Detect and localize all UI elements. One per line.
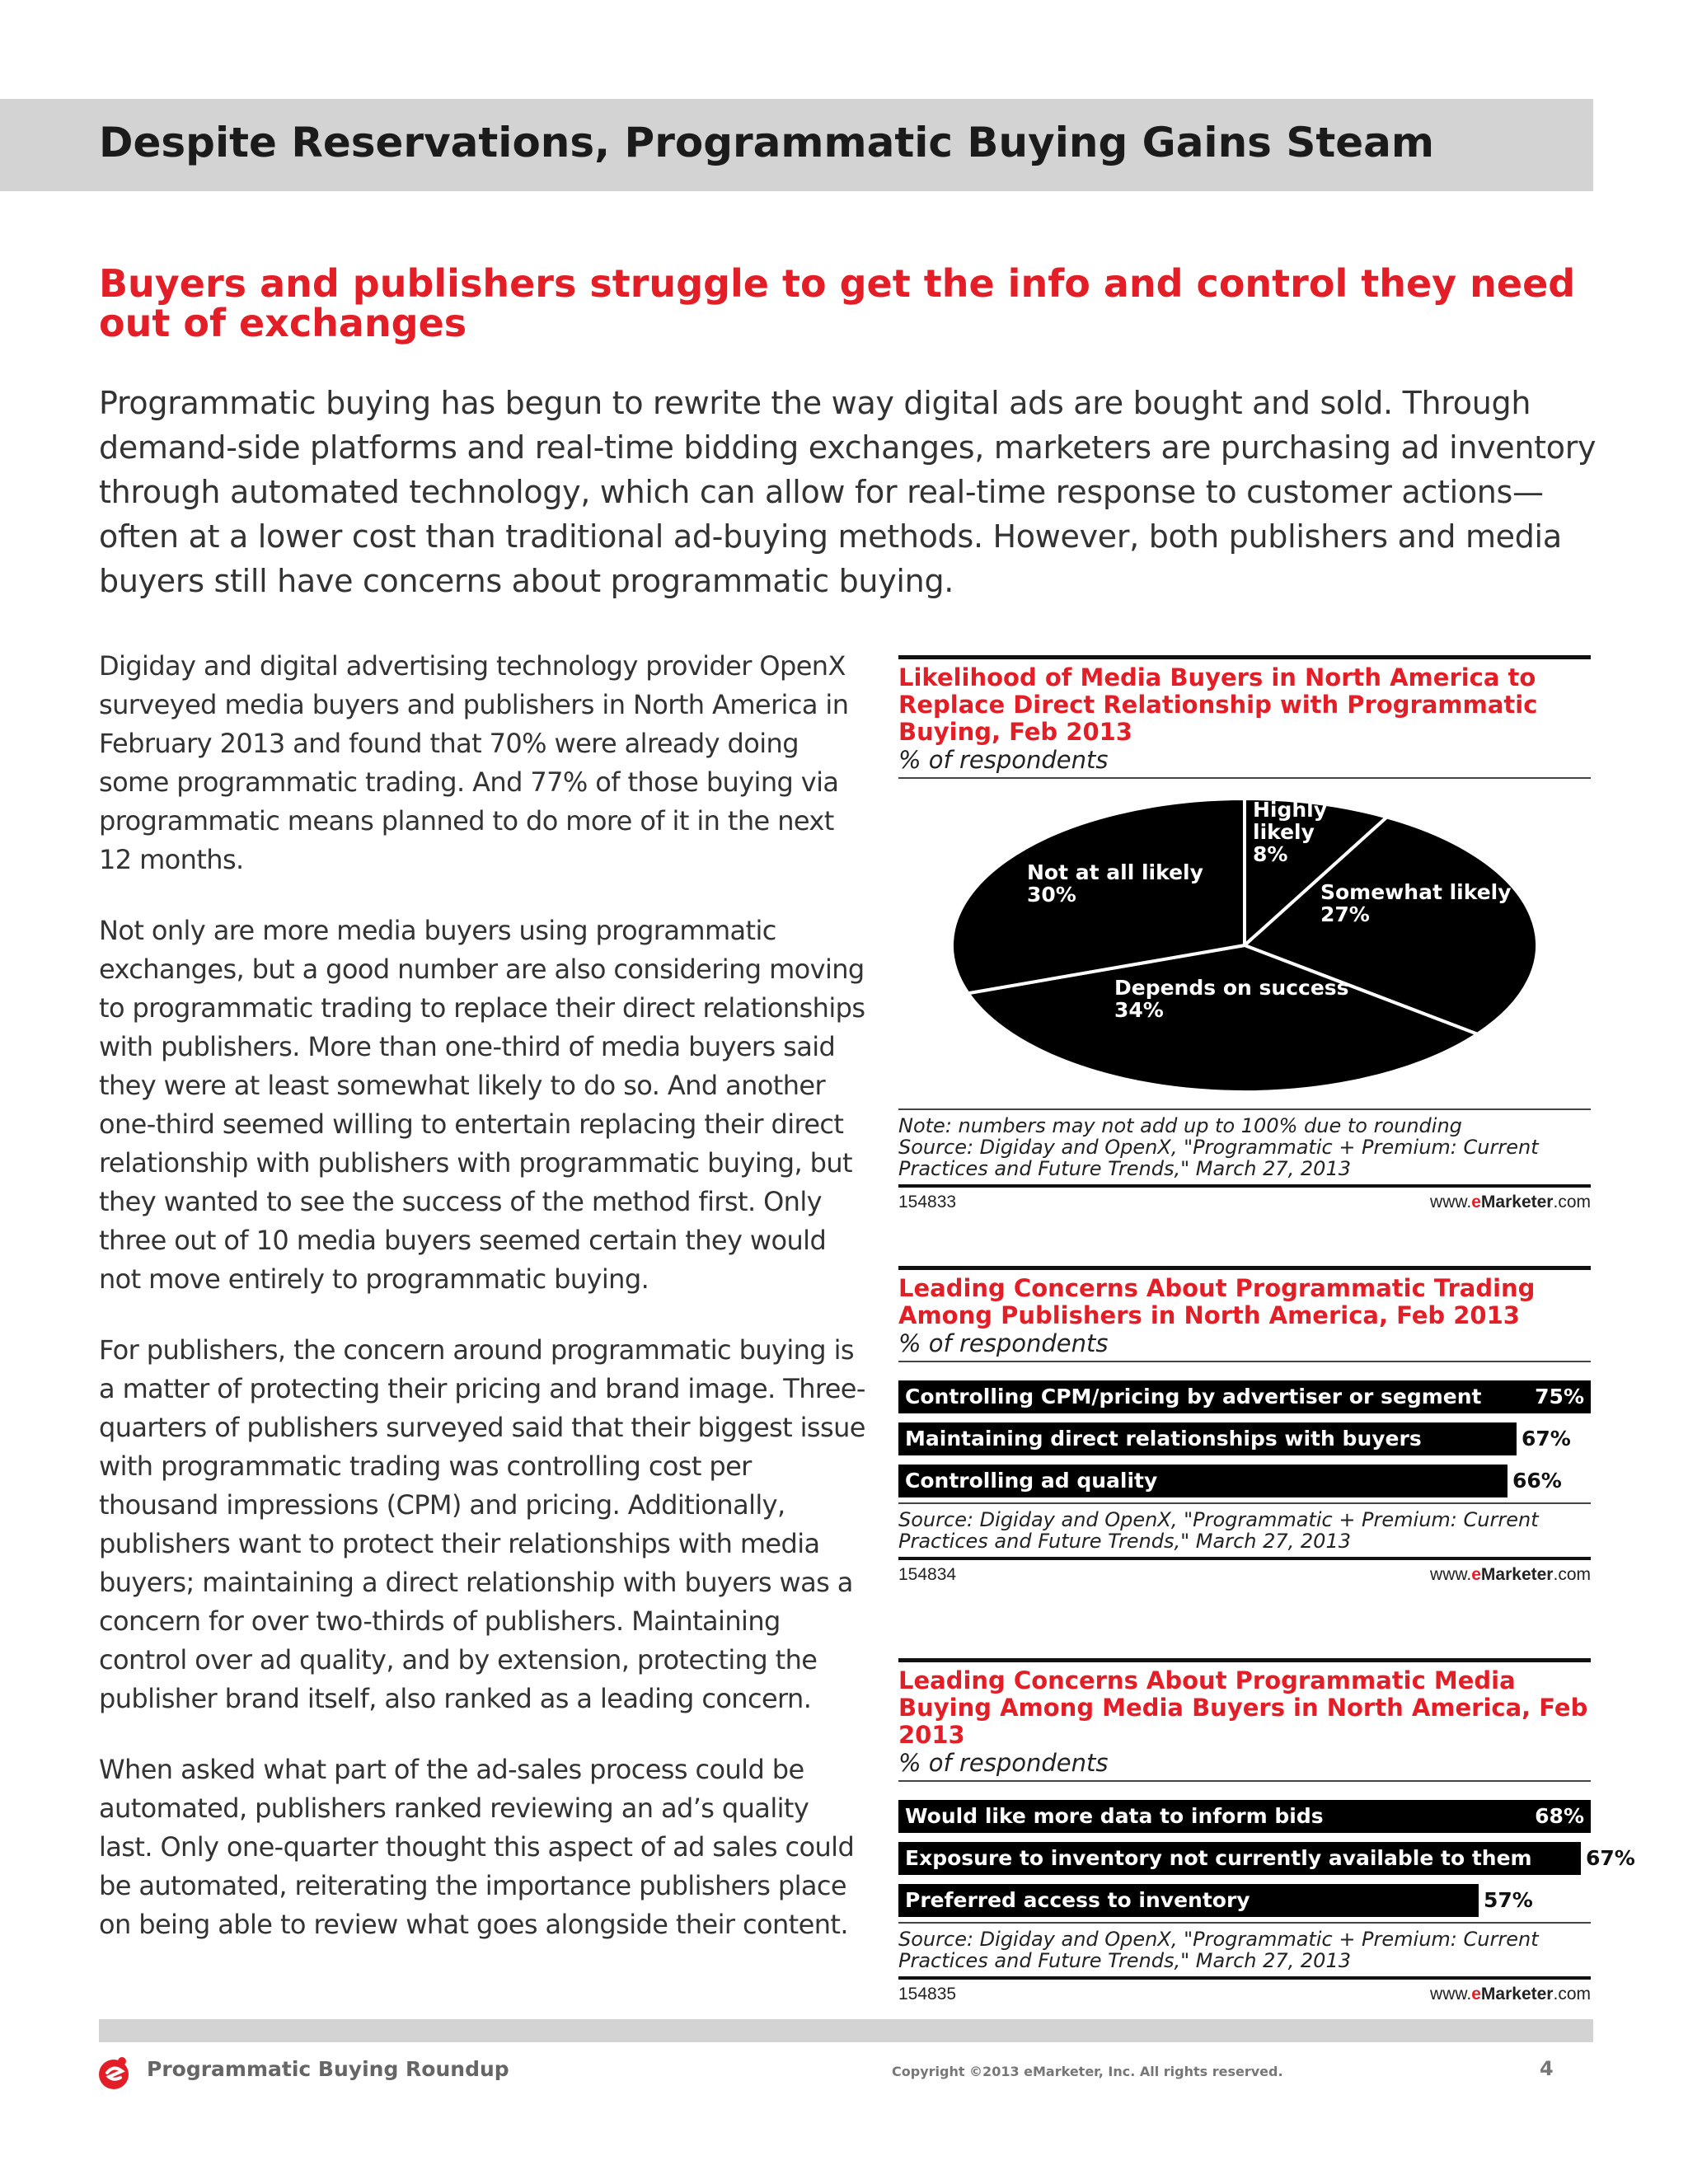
- chart-notes: [898, 1924, 1591, 1976]
- chart-footer: [898, 1188, 1591, 1212]
- chart-id: 154833: [898, 1193, 957, 1212]
- brand-name: Marketer: [1480, 1193, 1554, 1212]
- emarketer-link[interactable]: [1430, 1565, 1591, 1585]
- chart-subtitle: % of respondents: [898, 1329, 1591, 1362]
- bar-label: Controlling ad quality: [905, 1469, 1158, 1493]
- page-title: Despite Reservations, Programmatic Buying Gains Steam: [99, 119, 1434, 166]
- bar-row: [898, 1884, 1591, 1917]
- footer-title: Programmatic Buying Roundup: [147, 2057, 509, 2081]
- chart-notes: [898, 1504, 1591, 1557]
- bar-value-label: 75%: [1535, 1385, 1584, 1408]
- intro-paragraph: Programmatic buying has begun to rewrite the way digital ads are bought and sold. Through demand-side platforms and real-time bidding exchanges, marketers are purchasing ad inventory through automated technology, which can allow for real-time response to customer actions—often at a lower cost than traditional ad-buying methods. However, both publishers and media buyers still have concerns about programmatic buying.: [99, 385, 1597, 599]
- buyer-concerns-chart: [898, 1658, 1635, 2004]
- bar-value-label: 67%: [1522, 1427, 1571, 1451]
- pie-slice-value: 8%: [1253, 842, 1288, 866]
- body-paragraph: Not only are more media buyers using programmatic exchanges, but a good number are also considering moving to programmatic trading to replace their direct relationships with publishers. More than one-third of media buyers said they were at least somewhat likely to do so. And another one-third seemed willing to entertain replacing their direct relationship with publishers with programmatic buying, but they wanted to see the success of the method first. Only three out of 10 media buyers seemed certain they would not move entirely to programmatic buying.: [99, 915, 865, 1295]
- body-column: [99, 647, 865, 1976]
- brand-e: e: [1471, 1193, 1481, 1212]
- pie-slice-value: 34%: [1114, 998, 1164, 1022]
- chart-source: Source: Digiday and OpenX, "Programmatic + Premium: Current Practices and Future Trends," March 27, 2013: [898, 1508, 1539, 1553]
- chart-source: Source: Digiday and OpenX, "Programmatic + Premium: Current Practices and Future Trends," March 27, 2013: [898, 1136, 1539, 1180]
- pie-slice-name: Highly likely: [1253, 798, 1328, 844]
- chart-footer: [898, 1560, 1591, 1585]
- pie-slice-name: Depends on success: [1114, 976, 1349, 1000]
- chart-subtitle: % of respondents: [898, 1749, 1591, 1782]
- chart-id: 154834: [898, 1565, 957, 1584]
- bar-label: Preferred access to inventory: [905, 1888, 1250, 1912]
- chart-notes: [898, 1110, 1591, 1184]
- bar-label: Would like more data to inform bids: [905, 1804, 1324, 1828]
- bar-value-label: 68%: [1535, 1804, 1584, 1828]
- bar-row: [898, 1465, 1591, 1497]
- brand-suffix: .com: [1553, 1565, 1591, 1584]
- bar-row: [898, 1380, 1591, 1413]
- bar-row: [898, 1422, 1591, 1455]
- pie-slice-label: [1114, 977, 1349, 1021]
- brand-name: Marketer: [1480, 1565, 1554, 1584]
- bar-value-label: 67%: [1586, 1846, 1635, 1870]
- chart-source: Source: Digiday and OpenX, "Programmatic + Premium: Current Practices and Future Trends," March 27, 2013: [898, 1928, 1539, 1972]
- body-paragraph: When asked what part of the ad-sales process could be automated, publishers ranked reviewing an ad’s quality last. Only one-quarter thought this aspect of ad sales could be automated, reiterating the importance publishers place on being able to review what goes alongside their content.: [99, 1754, 855, 1940]
- pie-slice-value: 27%: [1320, 902, 1370, 926]
- brand-prefix: www.: [1430, 1565, 1472, 1584]
- emarketer-link[interactable]: [1430, 1985, 1591, 2004]
- bar-row: [898, 1842, 1635, 1875]
- pie-slice-label: [1253, 799, 1327, 865]
- publisher-concerns-chart: [898, 1266, 1591, 1585]
- footer-band: [99, 2019, 1593, 2042]
- brand-e: e: [1471, 1985, 1481, 2004]
- pie-slice-name: Somewhat likely: [1320, 880, 1512, 904]
- page-number: 4: [1540, 2057, 1554, 2080]
- pie-slice-name: Not at all likely: [1027, 860, 1203, 884]
- brand-prefix: www.: [1430, 1193, 1472, 1212]
- body-paragraph: Digiday and digital advertising technology provider OpenX surveyed media buyers and publishers in North America in February 2013 and found that 70% were already doing some programmatic trading. And 77% of those buying via programmatic means planned to do more of it in the next 12 months.: [99, 650, 849, 875]
- chart-subtitle: % of respondents: [898, 746, 1591, 779]
- bar-chart: [898, 1362, 1591, 1502]
- section-subheading: Buyers and publishers struggle to get the info and control they need out of exchanges: [99, 261, 1576, 345]
- bar-label: Exposure to inventory not currently available to them: [905, 1846, 1532, 1870]
- pie-area: [898, 779, 1591, 1108]
- chart-title: Leading Concerns About Programmatic Media Buying Among Media Buyers in North America, Feb 2013: [898, 1666, 1588, 1749]
- emarketer-logo-icon: [97, 2055, 134, 2091]
- pie-slice-value: 30%: [1027, 883, 1076, 907]
- chart-footer: [898, 1980, 1591, 2004]
- brand-prefix: www.: [1430, 1985, 1472, 2004]
- bar-row: [898, 1800, 1591, 1833]
- footer-copyright: Copyright ©2013 eMarketer, Inc. All rights reserved.: [892, 2064, 1283, 2079]
- pie-slice-label: [1027, 861, 1203, 906]
- bar-value-label: 57%: [1484, 1888, 1533, 1912]
- brand-e: e: [1471, 1565, 1481, 1584]
- brand-suffix: .com: [1553, 1193, 1591, 1212]
- chart-title: Likelihood of Media Buyers in North America to Replace Direct Relationship with Programmatic Buying, Feb 2013: [898, 663, 1538, 746]
- brand-name: Marketer: [1480, 1985, 1554, 2004]
- pie-slice-label: [1320, 881, 1512, 926]
- chart-id: 154835: [898, 1985, 957, 2004]
- body-paragraph: For publishers, the concern around programmatic buying is a matter of protecting their pricing and brand image. Three-quarters of publishers surveyed said that their biggest issue with programmatic trading was controlling cost per thousand impressions (CPM) and pricing. Additionally, publishers want to protect their relationships with media buyers; maintaining a direct relationship with buyers was a concern for over two-thirds of publishers. Maintaining control over ad quality, and by extension, protecting the publisher brand itself, also ranked as a leading concern.: [99, 1334, 865, 1714]
- chart-note: Note: numbers may not add up to 100% due to rounding: [898, 1114, 1462, 1137]
- chart-top-rule: [898, 655, 1591, 659]
- bar-label: Maintaining direct relationships with buyers: [905, 1427, 1422, 1451]
- pie-chart: [898, 779, 1591, 1108]
- emarketer-link[interactable]: [1430, 1193, 1591, 1212]
- pie-chart-panel: [898, 655, 1591, 1212]
- bar-label: Controlling CPM/pricing by advertiser or segment: [905, 1385, 1482, 1408]
- brand-suffix: .com: [1553, 1985, 1591, 2004]
- chart-top-rule: [898, 1658, 1591, 1662]
- chart-top-rule: [898, 1266, 1591, 1270]
- bar-chart: [898, 1782, 1635, 1922]
- bar-value-label: 66%: [1512, 1469, 1562, 1493]
- chart-title: Leading Concerns About Programmatic Trading Among Publishers in North America, Feb 2013: [898, 1274, 1536, 1329]
